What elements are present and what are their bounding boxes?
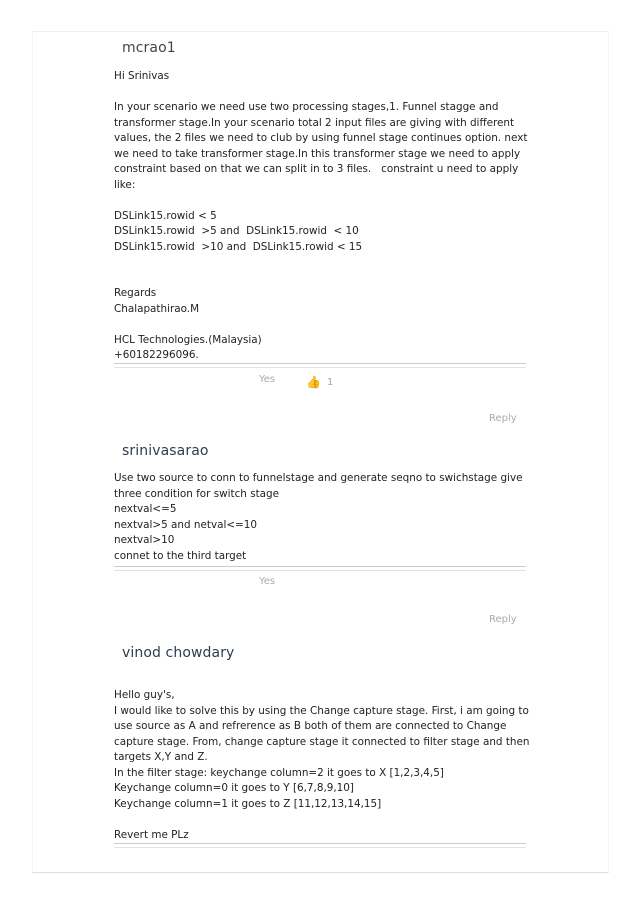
- comment-body: [114, 69, 534, 364]
- comment-line: targets X,Y and Z.: [114, 751, 208, 763]
- comment-line: use source as A and refrerence as B both of them are connected to Change: [114, 720, 507, 732]
- yes-button[interactable]: Yes: [259, 576, 276, 587]
- comment-line: [114, 193, 534, 209]
- comment-body: [114, 471, 534, 564]
- divider: [114, 363, 526, 364]
- comment-line: In the filter stage: keychange column=2 it goes to X [1,2,3,4,5]: [114, 766, 444, 779]
- comment-author[interactable]: vinod chowdary: [122, 645, 235, 661]
- comment-line: Hello guy's,: [114, 689, 175, 701]
- comment-line: Use two source to conn to funnelstage and generate seqno to swichstage give: [114, 472, 523, 484]
- comment-line: [114, 85, 534, 101]
- yes-button[interactable]: Yes: [259, 374, 276, 385]
- comment-line: constraint based on that we can split in to 3 files. constraint u need to apply: [114, 163, 519, 175]
- comment-line: capture stage. From, change capture stage it connected to filter stage and then: [114, 735, 530, 748]
- comment-line: like:: [114, 178, 136, 191]
- comment-line: I would like to solve this by using the Change capture stage. First, i am going to: [114, 704, 529, 717]
- comment-line: [114, 271, 534, 287]
- divider: [114, 843, 526, 844]
- comment-line: HCL Technologies.(Malaysia): [114, 333, 262, 346]
- comment-line: nextval<=5: [114, 503, 177, 515]
- comment-line: Keychange column=1 it goes to Z [11,12,13,14,15]: [114, 797, 382, 810]
- comment-line: DSLink15.rowid < 5: [114, 209, 217, 222]
- comment-line: values, the 2 files we need to club by using funnel stage continues option. next: [114, 132, 528, 144]
- comment-author[interactable]: mcrao1: [122, 40, 176, 56]
- like-count: 1: [326, 376, 334, 388]
- thumbs-up-icon: 👍: [306, 375, 321, 389]
- comment-body: [114, 688, 534, 843]
- comment-line: [114, 317, 534, 333]
- comment-line: DSLink15.rowid >5 and DSLink15.rowid < 10: [114, 225, 359, 237]
- comment-line: Revert me PLz: [114, 828, 189, 841]
- comment-line: +60182296096.: [114, 349, 199, 361]
- comment-line: connet to the third target: [114, 549, 247, 562]
- comment-line: [114, 255, 534, 271]
- comment-line: nextval>10: [114, 534, 175, 546]
- comment-line: Hi Srinivas: [114, 70, 170, 82]
- divider: [114, 570, 526, 571]
- comment-line: nextval>5 and netval<=10: [114, 518, 257, 531]
- comment-line: In your scenario we need use two processing stages,1. Funnel stagge and: [114, 101, 499, 113]
- reply-button[interactable]: Reply: [489, 413, 517, 424]
- reply-button[interactable]: Reply: [489, 614, 517, 625]
- comment-line: DSLink15.rowid >10 and DSLink15.rowid < 15: [114, 240, 363, 253]
- like-button[interactable]: [306, 375, 333, 389]
- comment-line: transformer stage.In your scenario total 2 input files are giving with different: [114, 116, 515, 129]
- divider: [114, 847, 526, 848]
- comment-author[interactable]: srinivasarao: [122, 443, 209, 459]
- comment-line: Chalapathirao.M: [114, 302, 200, 315]
- comment-line: three condition for switch stage: [114, 487, 280, 500]
- comment-line: [114, 812, 534, 828]
- comment-line: Keychange column=0 it goes to Y [6,7,8,9,10]: [114, 782, 354, 794]
- comment-line: Regards: [114, 287, 157, 299]
- divider: [114, 566, 526, 567]
- comment-line: we need to take transformer stage.In this transformer stage we need to apply: [114, 147, 521, 160]
- divider: [114, 367, 526, 368]
